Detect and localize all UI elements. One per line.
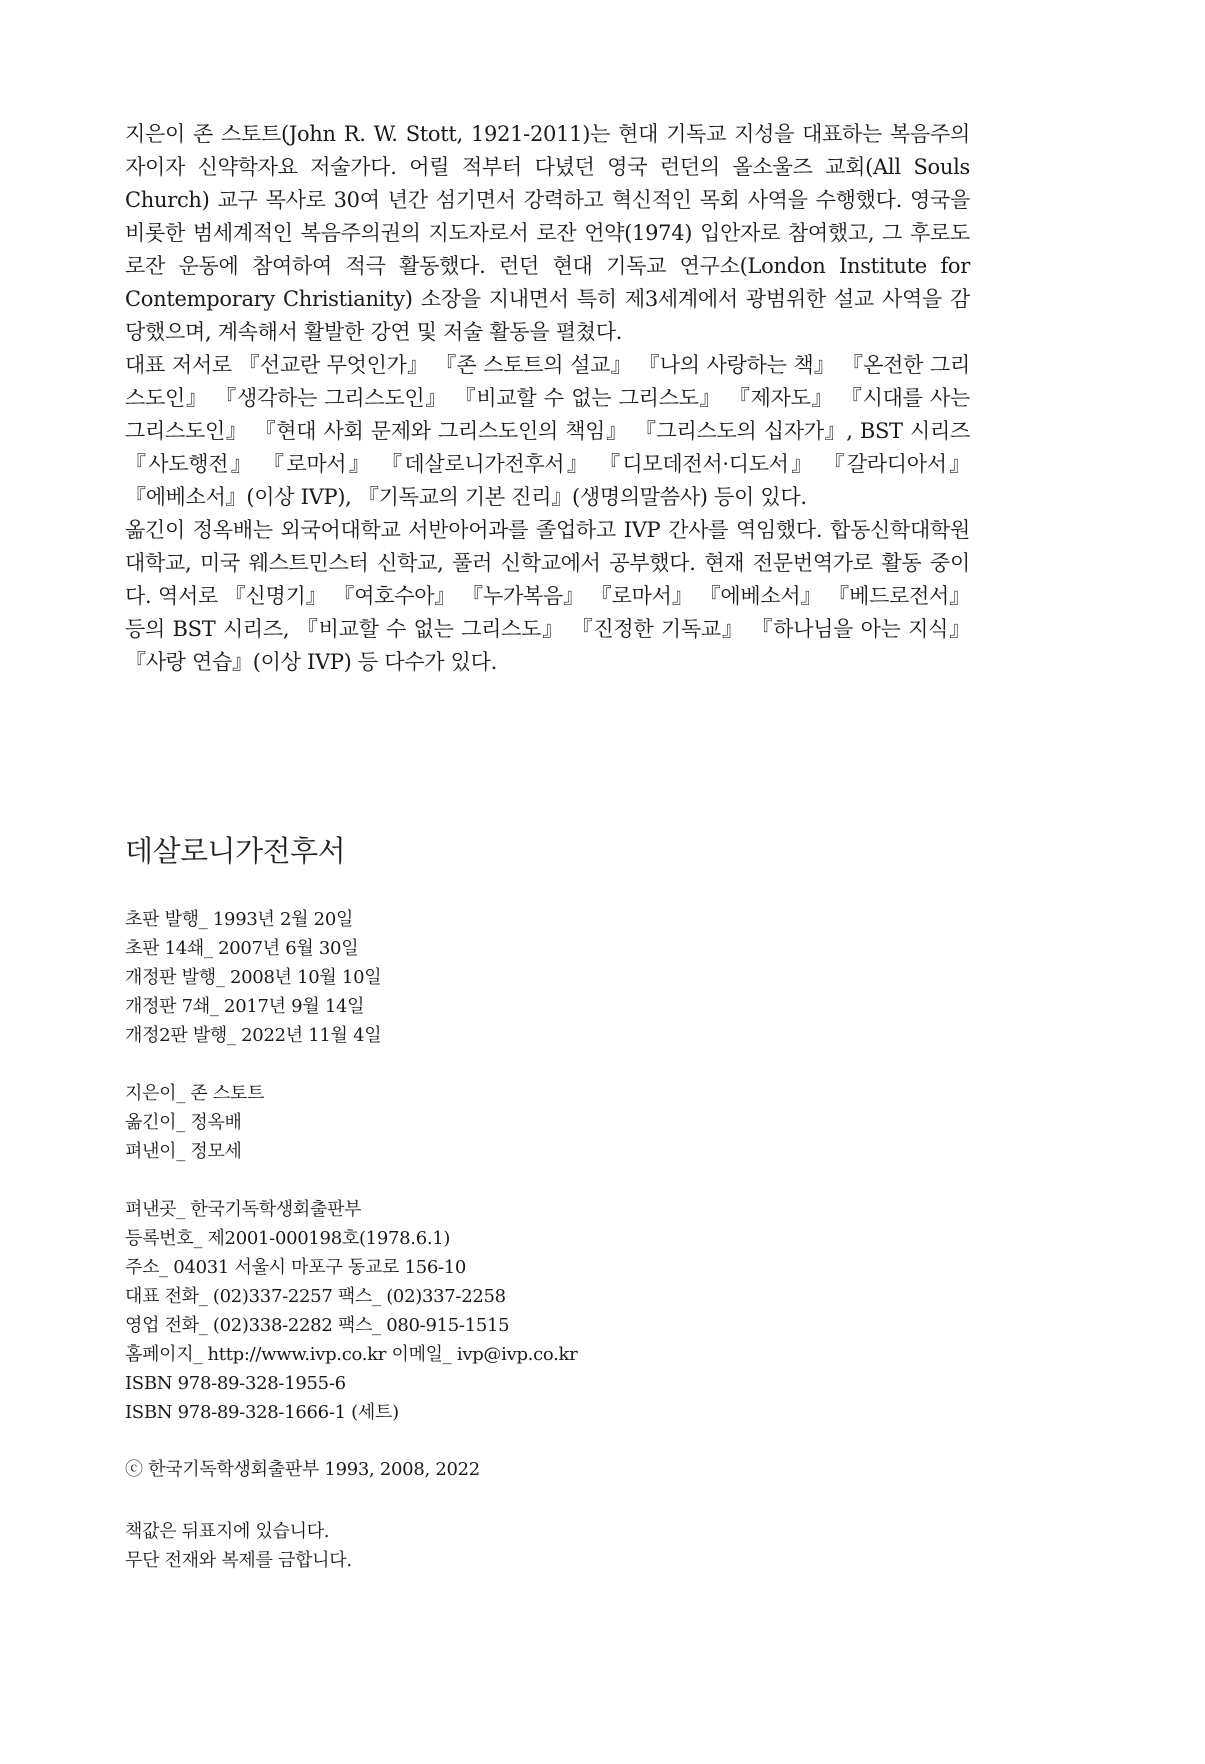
biography-section bbox=[125, 118, 970, 679]
registration-number: 등록번호_ 제2001-000198호(1978.6.1) bbox=[125, 1228, 451, 1249]
edition-line: 개정판 발행_ 2008년 10월 10일 bbox=[125, 967, 382, 988]
credits bbox=[125, 1079, 970, 1166]
edition-line: 초판 발행_ 1993년 2월 20일 bbox=[125, 909, 354, 930]
translator-bio: 옮긴이 정옥배는 외국어대학교 서반아어과를 졸업하고 IVP 간사를 역임했다. 합동신학대학원대학교, 미국 웨스트민스터 신학교, 풀러 신학교에서 공부했다. 현재 전문번역가로 활동 중이다. 역서로 『신명기』 『여호수아』 『누가복음』 『로마서』 『에베소서』 『베드로전서』 등의 BST 시리즈, 『비교할 수 없는 그리스도』 『진정한 기독교』 『하나님을 아는 지식』 『사랑 연습』(이상 IVP) 등 다수가 있다. bbox=[125, 518, 970, 674]
homepage-email: 홈페이지_ http://www.ivp.co.kr 이메일_ ivp@ivp.co.kr bbox=[125, 1344, 578, 1365]
edition-history bbox=[125, 905, 970, 1050]
reproduction-note: 무단 전재와 복제를 금합니다. bbox=[125, 1550, 352, 1571]
author-works: 대표 저서로 『선교란 무엇인가』 『존 스토트의 설교』 『나의 사랑하는 책』 『온전한 그리스도인』 『생각하는 그리스도인』 『비교할 수 없는 그리스도』 『제자도』 『시대를 사는 그리스도인』 『현대 사회 문제와 그리스도인의 책임』 『그리스도의 십자가』, BST 시리즈 『사도행전』 『로마서』 『데살로니가전후서』 『디모데전서·디도서』 『갈라디아서』 『에베소서』(이상 IVP), 『기독교의 기본 진리』(생명의말씀사) 등이 있다. bbox=[125, 353, 970, 509]
author-credit: 지은이_ 존 스토트 bbox=[125, 1083, 265, 1104]
sales-phone: 영업 전화_ (02)338-2282 팩스_ 080-915-1515 bbox=[125, 1315, 510, 1336]
notes bbox=[125, 1517, 970, 1575]
book-title: 데살로니가전후서 bbox=[125, 834, 346, 868]
copyright-line: ⓒ 한국기독학생회출판부 1993, 2008, 2022 bbox=[125, 1459, 480, 1480]
colophon-page bbox=[125, 118, 970, 1575]
translator-credit: 옮긴이_ 정옥배 bbox=[125, 1112, 242, 1133]
main-phone: 대표 전화_ (02)337-2257 팩스_ (02)337-2258 bbox=[125, 1286, 506, 1307]
address: 주소_ 04031 서울시 마포구 동교로 156-10 bbox=[125, 1257, 467, 1278]
copyright bbox=[125, 1455, 970, 1484]
publisher-info bbox=[125, 1195, 970, 1427]
publisher-credit: 펴낸이_ 정모세 bbox=[125, 1141, 242, 1162]
author-bio: 지은이 존 스토트(John R. W. Stott, 1921-2011)는 현대 기독교 지성을 대표하는 복음주의자이자 신약학자요 저술가다. 어릴 적부터 다녔던 영국 런던의 올소울즈 교회(All Souls Church) 교구 목사로 30여 년간 섬기면서 강력하고 혁신적인 목회 사역을 수행했다. 영국을 비롯한 범세계적인 복음주의권의 지도자로서 로잔 언약(1974) 입안자로 참여했고, 그 후로도 로잔 운동에 참여하여 적극 활동했다. 런던 현대 기독교 연구소(London Institute for Contemporary Christianity) 소장을 지내면서 특히 제3세계에서 광범위한 설교 사역을 감당했으며, 계속해서 활발한 강연 및 저술 활동을 펼쳤다. bbox=[125, 122, 970, 344]
edition-line: 개정2판 발행_ 2022년 11월 4일 bbox=[125, 1025, 382, 1046]
isbn-set: ISBN 978-89-328-1666-1 (세트) bbox=[125, 1402, 399, 1423]
price-note: 책값은 뒤표지에 있습니다. bbox=[125, 1521, 330, 1542]
isbn: ISBN 978-89-328-1955-6 bbox=[125, 1373, 346, 1394]
publisher-name: 펴낸곳_ 한국기독학생회출판부 bbox=[125, 1199, 362, 1220]
edition-line: 개정판 7쇄_ 2017년 9월 14일 bbox=[125, 996, 365, 1017]
edition-line: 초판 14쇄_ 2007년 6월 30일 bbox=[125, 938, 359, 959]
